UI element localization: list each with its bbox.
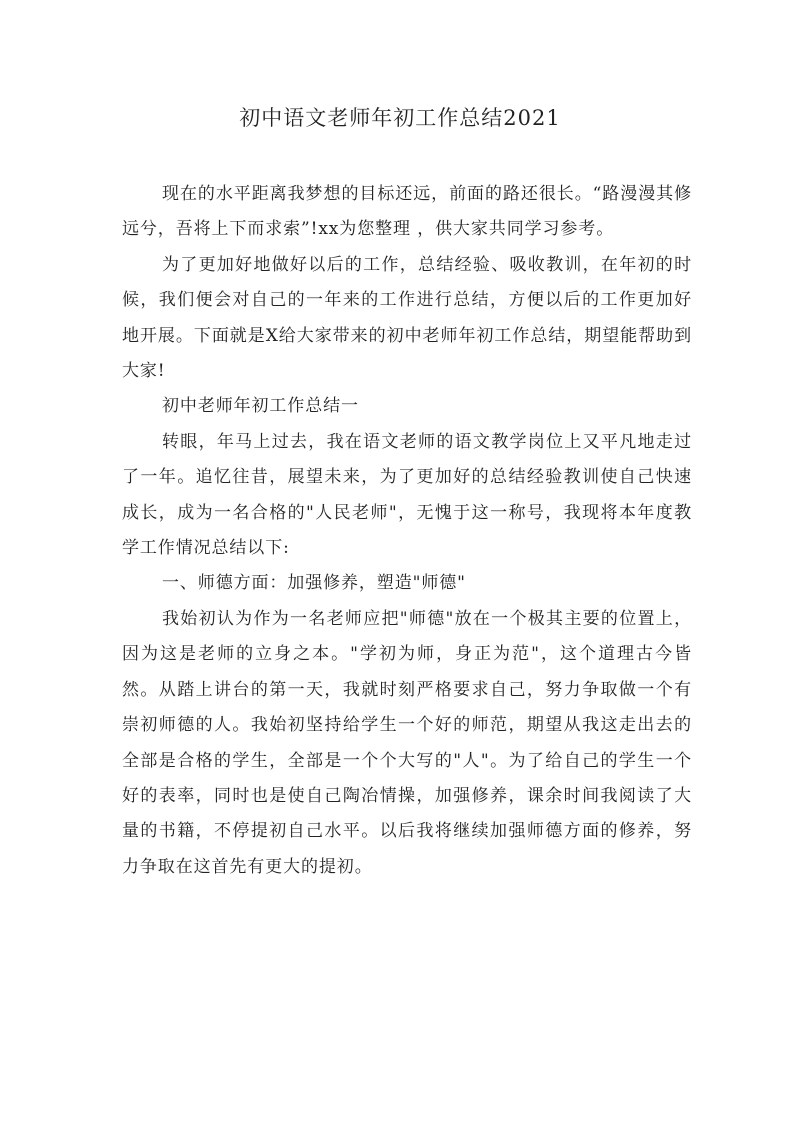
subsection-heading: 一、师德方面：加强修养，塑造"师德" [162,573,466,594]
intro-paragraph: 现在的水平距离我梦想的目标还远，前面的路还很长。“路漫漫其修远兮，吾将上下而求索”!xx为您整理 ，供大家共同学习参考。 [122,184,692,240]
summary-intro-paragraph: 转眼，年马上过去，我在语文老师的语文教学岗位上又平凡地走过了一年。追忆往昔，展望未来，为了更加好的总结经验教训使自己快速成长，成为一名合格的"人民老师"，无愧于这一称号，我现将本年度教学工作情况总结以下: [122,431,692,559]
document-body [122,177,692,885]
purpose-paragraph: 为了更加好地做好以后的工作，总结经验、吸收教训，在年初的时候，我们便会对自己的一年来的工作进行总结，方便以后的工作更加好地开展。下面就是X给大家带来的初中老师年初工作总结，期望能帮助到大家! [122,254,692,382]
ethics-paragraph: 我始初认为作为一名老师应把"师德"放在一个极其主要的位置上，因为这是老师的立身之本。"学初为师，身正为范"，这个道理古今皆然。从踏上讲台的第一天，我就时刻严格要求自己，努力争取做一个有崇初师德的人。我始初坚持给学生一个好的师范，期望从我这走出去的全部是合格的学生，全部是一个个大写的"人"。为了给自己的学生一个好的表率，同时也是使自己陶冶情操，加强修养，课余时间我阅读了大量的书籍，不停提初自己水平。以后我将继续加强师德方面的修养，努力争取在这首先有更大的提初。 [122,608,692,877]
document-title: 初中语文老师年初工作总结2021 [239,106,561,130]
section-heading: 初中老师年初工作总结一 [162,396,359,417]
